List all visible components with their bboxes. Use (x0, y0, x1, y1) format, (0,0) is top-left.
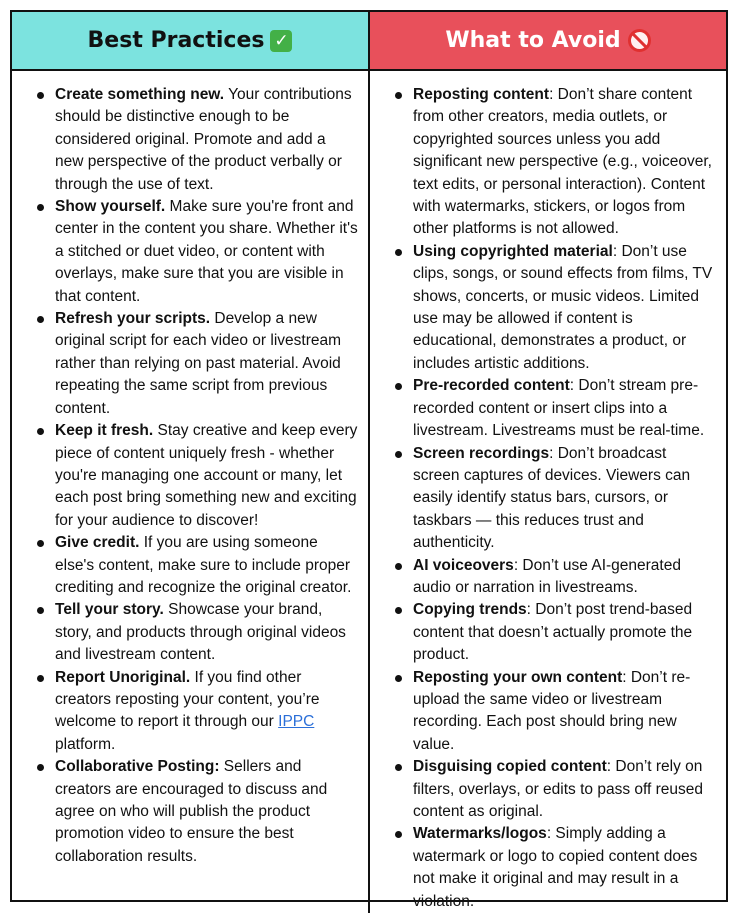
what-to-avoid-title: What to Avoid (445, 28, 621, 53)
list-item: Give credit. If you are using someone else's content, make sure to include proper crediting and recognize the original creator. (12, 532, 358, 599)
list-item: Using copyrighted material: Don’t use clips, songs, or sound effects from films, TV shows, concerts, or music videos. Limited use may be allowed if content is educational, demonstrates a product, or includes artistic additions. (370, 241, 716, 375)
list-item: Reposting your own content: Don’t re-upload the same video or livestream recording. Each post should bring new value. (370, 667, 716, 757)
what-to-avoid-header (370, 12, 726, 71)
list-item: Tell your story. Showcase your brand, story, and products through original videos and livestream content. (12, 599, 358, 666)
list-item: Copying trends: Don’t post trend-based content that doesn’t actually promote the product. (370, 599, 716, 666)
list-item: Reposting content: Don’t share content from other creators, media outlets, or copyrighted sources unless you add significant new perspective (e.g., voiceover, text edits, or personal interaction). Content with watermarks, stickers, or logos from other platforms is not allowed. (370, 84, 716, 241)
check-mark-icon: ✓ (270, 30, 292, 52)
what-to-avoid-column (370, 71, 726, 913)
best-practices-column (12, 71, 370, 913)
best-practices-title: Best Practices (87, 28, 265, 53)
list-item: Create something new. Your contributions should be distinctive enough to be considered original. Promote and add a new perspective of the product verbally or through the use of text. (12, 84, 358, 196)
list-item: Watermarks/logos: Simply adding a watermark or logo to copied content does not make it original and may result in a violation. (370, 823, 716, 913)
list-item: Show yourself. Make sure you're front and center in the content you share. Whether it's a stitched or duet video, or content with overlays, make sure that you are visible in that content. (12, 196, 358, 308)
prohibited-icon (628, 29, 651, 52)
what-to-avoid-list (370, 84, 716, 913)
list-item: Keep it fresh. Stay creative and keep every piece of content uniquely fresh - whether you're managing one account or many, let each post bring something new and exciting for your audience to discover! (12, 420, 358, 532)
best-practices-header (12, 12, 370, 71)
list-item: AI voiceovers: Don’t use AI-generated audio or narration in livestreams. (370, 555, 716, 600)
list-item: Pre-recorded content: Don’t stream pre-recorded content or insert clips into a livestream. Livestreams must be real-time. (370, 375, 716, 442)
list-item: Report Unoriginal. If you find other creators reposting your content, you’re welcome to report it through our IPPC platform. (12, 667, 358, 757)
list-item: Screen recordings: Don’t broadcast screen captures of devices. Viewers can easily identify status bars, cursors, or taskbars — this reduces trust and authenticity. (370, 443, 716, 555)
list-item: Collaborative Posting: Sellers and creators are encouraged to discuss and agree on who will publish the product promotion video to ensure the best collaboration results. (12, 756, 358, 868)
list-item: Disguising copied content: Don’t rely on filters, overlays, or edits to pass off reused content as original. (370, 756, 716, 823)
list-item: Refresh your scripts. Develop a new original script for each video or livestream rather than relying on past material. Avoid repeating the same script from previous content. (12, 308, 358, 420)
ippc-link[interactable]: IPPC (278, 713, 315, 731)
best-practices-list (12, 84, 358, 868)
guidelines-table (10, 10, 728, 910)
